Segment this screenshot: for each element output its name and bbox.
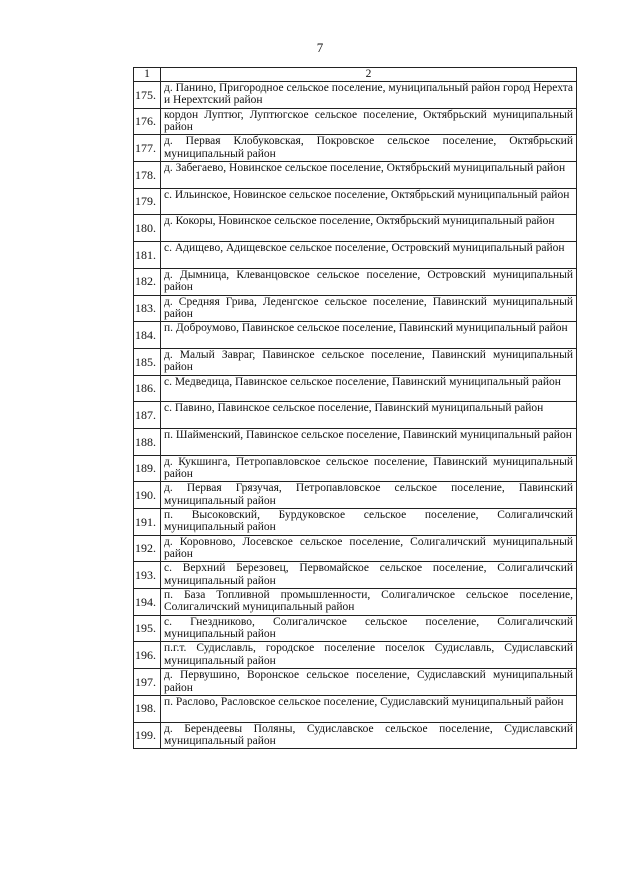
settlement-description: д. Коровново, Лосевское сельское поселение, Солигаличский муниципальный район [161,535,577,562]
row-number: 193. [134,562,161,589]
row-number: 182. [134,268,161,295]
settlement-description: п. Шайменский, Павинское сельское поселение, Павинский муниципальный район [161,428,577,455]
row-number: 176. [134,108,161,135]
table-row [134,348,577,375]
row-number: 198. [134,695,161,722]
row-number: 177. [134,135,161,162]
settlement-description: с. Адищево, Адищевское сельское поселение, Островский муниципальный район [161,242,577,269]
table-row [134,402,577,429]
table-row [134,455,577,482]
settlement-description: д. Первушино, Воронское сельское поселение, Судиславский муниципальный район [161,669,577,696]
settlement-description: д. Средняя Грива, Леденгское сельское поселение, Павинский муниципальный район [161,295,577,322]
table-row [134,295,577,322]
row-number: 191. [134,509,161,536]
table-row [134,482,577,509]
row-number: 190. [134,482,161,509]
table-row [134,535,577,562]
table-row [134,642,577,669]
settlement-description: п. Раслово, Расловское сельское поселение, Судиславский муниципальный район [161,695,577,722]
settlement-description: д. Забегаево, Новинское сельское поселение, Октябрьский муниципальный район [161,162,577,189]
table-row [134,695,577,722]
row-number: 185. [134,348,161,375]
settlement-description: д. Первая Клобуковская, Покровское сельское поселение, Октябрьский муниципальный район [161,135,577,162]
row-number: 196. [134,642,161,669]
settlement-description: д. Первая Грязучая, Петропавловское сельское поселение, Павинский муниципальный район [161,482,577,509]
column-header-number: 1 [134,68,161,82]
settlement-description: д. Кукшинга, Петропавловское сельское поселение, Павинский муниципальный район [161,455,577,482]
settlement-description: п.г.т. Судиславль, городское поселение поселок Судиславль, Судиславский муниципальный район [161,642,577,669]
settlement-description: п. Доброумово, Павинское сельское поселение, Павинский муниципальный район [161,322,577,349]
row-number: 195. [134,615,161,642]
row-number: 194. [134,589,161,616]
settlement-description: с. Павино, Павинское сельское поселение, Павинский муниципальный район [161,402,577,429]
row-number: 186. [134,375,161,402]
table-row [134,162,577,189]
table-row [134,509,577,536]
settlement-description: с. Гнездниково, Солигаличское сельское поселение, Солигаличский муниципальный район [161,615,577,642]
table-header-row [134,68,577,82]
table-row [134,268,577,295]
table-row [134,108,577,135]
row-number: 192. [134,535,161,562]
table-row [134,135,577,162]
settlement-description: д. Берендеевы Поляны, Судиславское сельское поселение, Судиславский муниципальный район [161,722,577,749]
row-number: 184. [134,322,161,349]
row-number: 183. [134,295,161,322]
row-number: 179. [134,188,161,215]
table-row [134,615,577,642]
row-number: 189. [134,455,161,482]
row-number: 188. [134,428,161,455]
table-row [134,722,577,749]
settlement-description: д. Кокоры, Новинское сельское поселение, Октябрьский муниципальный район [161,215,577,242]
column-header-name: 2 [161,68,577,82]
settlement-description: с. Ильинское, Новинское сельское поселение, Октябрьский муниципальный район [161,188,577,215]
table-row [134,562,577,589]
row-number: 180. [134,215,161,242]
settlement-description: с. Верхний Березовец, Первомайское сельское поселение, Солигаличский муниципальный район [161,562,577,589]
table-row [134,322,577,349]
table-row [134,82,577,109]
settlement-description: д. Малый Завраг, Павинское сельское поселение, Павинский муниципальный район [161,348,577,375]
settlements-table [133,67,577,749]
table-row [134,669,577,696]
row-number: 197. [134,669,161,696]
row-number: 175. [134,82,161,109]
row-number: 181. [134,242,161,269]
row-number: 178. [134,162,161,189]
settlement-description: д. Дымница, Клеванцовское сельское поселение, Островский муниципальный район [161,268,577,295]
settlement-description: кордон Луптюг, Луптюгское сельское поселение, Октябрьский муниципальный район [161,108,577,135]
table-row [134,428,577,455]
settlement-description: с. Медведица, Павинское сельское поселение, Павинский муниципальный район [161,375,577,402]
table-row [134,215,577,242]
settlement-description: п. Высоковский, Бурдуковское сельское поселение, Солигаличский муниципальный район [161,509,577,536]
table-row [134,375,577,402]
row-number: 187. [134,402,161,429]
page-number: 7 [316,40,324,55]
table-row [134,242,577,269]
row-number: 199. [134,722,161,749]
settlement-description: д. Панино, Пригородное сельское поселение, муниципальный район город Нерехта и Нерехтский район [161,82,577,109]
settlement-description: п. База Топливной промышленности, Солигаличское сельское поселение, Солигаличский муниципальный район [161,589,577,616]
table-row [134,188,577,215]
table-row [134,589,577,616]
